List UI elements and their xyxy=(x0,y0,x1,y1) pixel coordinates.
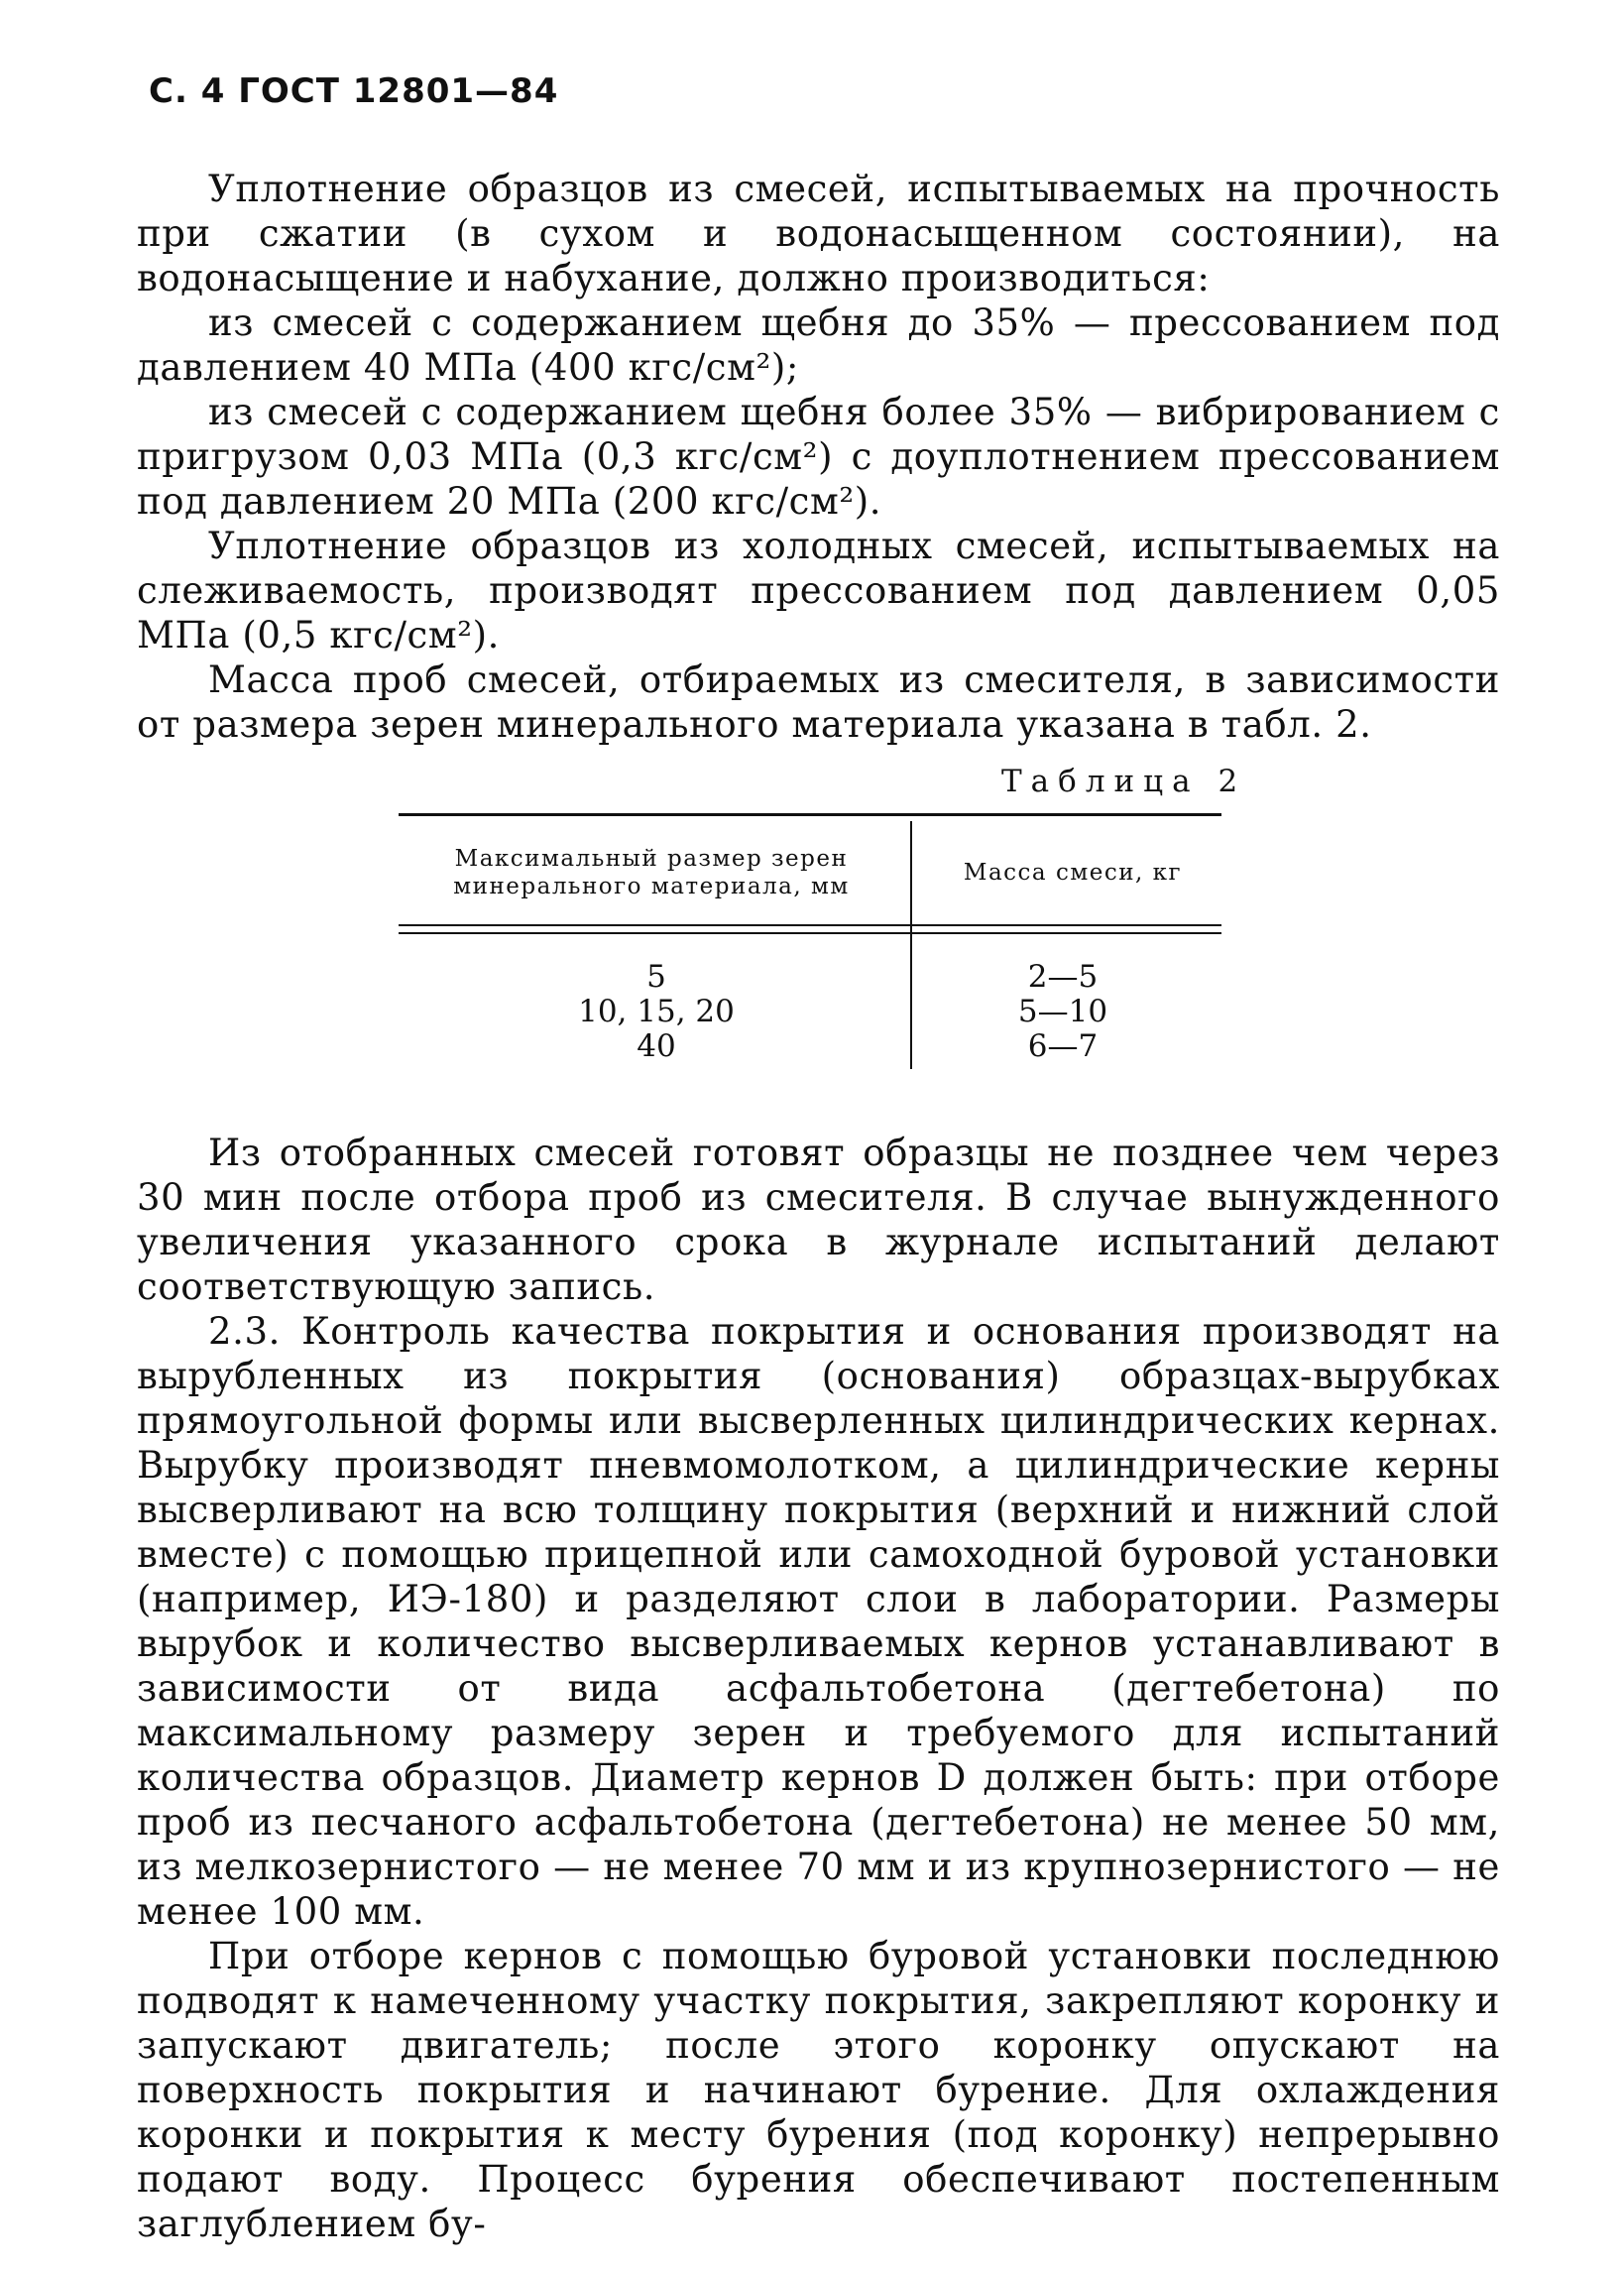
paragraph: 2.3. Контроль качества покрытия и основания производят на вырубленных из покрытия (основания) образцах-вырубках прямоугольной формы или высверленных цилиндрических кернах. Вырубку производят пневмомолотком, а цилиндрические керны высверливают на всю толщину покрытия (верхний и нижний слой вместе) с помощью прицепной или самоходной буровой установки (например, ИЭ-180) и разделяют слои в лаборатории. Размеры вырубок и количество высверливаемых кернов устанавливают в зависимости от вида асфальтобетона (дегтебетона) по максимальному размеру зерен и требуемого для испытаний количества образцов. Диаметр кернов D должен быть: при отборе проб из песчаного асфальтобетона (дегтебетона) не менее 50 мм, из мелкозернистого — не менее 70 мм и из крупнозернистого — не менее 100 мм. xyxy=(137,1310,1500,1933)
paragraph: Уплотнение образцов из смесей, испытываемых на прочность при сжатии (в сухом и водонасыщенном состоянии), на водонасыщение и набухание, должно производиться: xyxy=(137,168,1500,299)
table-column-divider xyxy=(910,821,912,1069)
paragraph: При отборе кернов с помощью буровой установки последнюю подводят к намеченному участку покрытия, закрепляют коронку и запускают двигатель; после этого коронку опускают на поверхность покрытия и начинают бурение. Для охлаждения коронки и покрытия к месту бурения (под коронку) непрерывно подают воду. Процесс бурения обеспечивают постепенным заглублением бу- xyxy=(137,1935,1500,2245)
table-cell: 2—5 xyxy=(1027,959,1099,995)
table-header-mass: Масса смеси, кг xyxy=(963,860,1183,886)
table-column-mass xyxy=(934,960,1192,1064)
paragraph: из смесей с содержанием щебня до 35% — прессованием под давлением 40 МПа (400 кгс/см²); xyxy=(137,301,1500,389)
paragraph: Из отобранных смесей готовят образцы не позднее чем через 30 мин после отбора проб из смесителя. В случае вынужденного увеличения указанного срока в журнале испытаний делают соответствующую запись. xyxy=(137,1132,1500,1308)
paragraph: Масса проб смесей, отбираемых из смесителя, в зависимости от размера зерен минерального материала указана в табл. 2. xyxy=(137,658,1500,746)
table-cell: 5—10 xyxy=(1017,994,1108,1029)
page-header: С. 4 ГОСТ 12801—84 xyxy=(149,71,559,111)
table-cell: 10, 15, 20 xyxy=(578,994,735,1029)
table-header-rule xyxy=(399,924,1221,926)
paragraph: Уплотнение образцов из холодных смесей, испытываемых на слеживаемость, производят прессованием под давлением 0,05 МПа (0,5 кгс/см²). xyxy=(137,525,1500,657)
text-block-upper xyxy=(137,167,1500,747)
table-column-grain-size xyxy=(508,960,805,1064)
table-header-grain-size: Максимальный размер зерен минерального материала, мм xyxy=(453,846,850,899)
table-caption: Таблица 2 xyxy=(1001,764,1247,799)
paragraph: из смесей с содержанием щебня более 35% — вибрированием с пригрузом 0,03 МПа (0,3 кгс/см²) с доуплотнением прессованием под давлением 20 МПа (200 кгс/см²). xyxy=(137,391,1500,523)
text-block-lower xyxy=(137,1131,1500,2246)
table-top-rule xyxy=(399,813,1221,816)
table-cell: 6—7 xyxy=(1027,1028,1099,1064)
table-cell: 5 xyxy=(646,959,666,995)
table-header-rule xyxy=(399,932,1221,934)
table-cell: 40 xyxy=(637,1028,676,1064)
table-2 xyxy=(399,813,1221,1081)
